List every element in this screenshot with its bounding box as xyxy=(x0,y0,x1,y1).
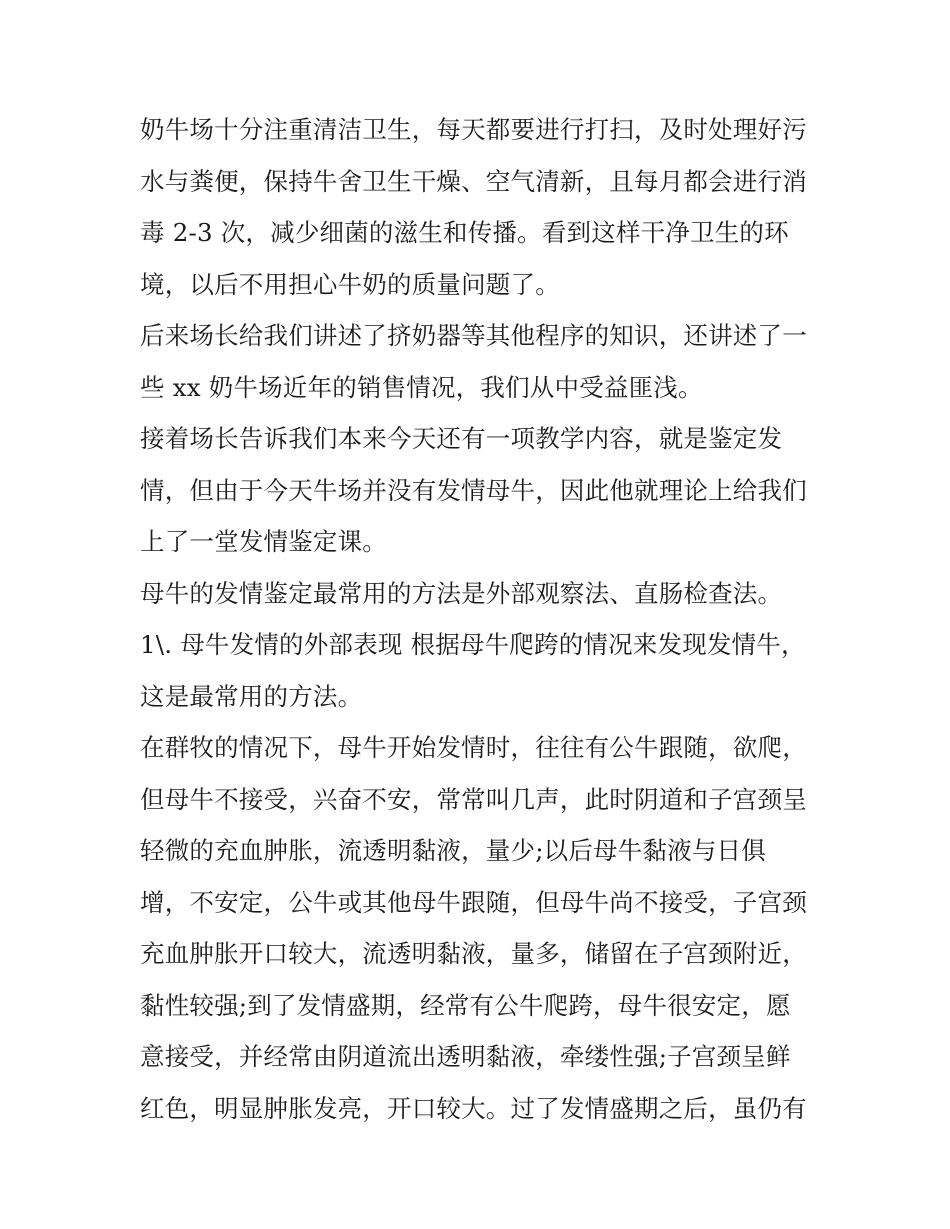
text-line: 红色，明显肿胀发亮，开口较大。过了发情盛期之后，虽仍有 xyxy=(140,1093,807,1123)
text-line: 后来场长给我们讲述了挤奶器等其他程序的知识，还讲述了一 xyxy=(140,321,807,350)
text-line: 情，但由于今天牛场并没有发情母牛，因此他就理论上给我们 xyxy=(140,475,807,505)
text-line: 轻微的充血肿胀，流透明黏液，量少;以后母牛黏液与日俱 xyxy=(140,836,766,865)
text-line: 这是最常用的方法。 xyxy=(140,681,363,711)
text-line: 些 xx 奶牛场近年的销售情况，我们从中受益匪浅。 xyxy=(140,372,703,402)
text-line: 上了一堂发情鉴定课。 xyxy=(140,527,387,556)
text-line: 水与粪便，保持牛舍卫生干燥、空气清新，且每月都会进行消 xyxy=(140,166,807,196)
text-line: 接着场长告诉我们本来今天还有一项教学内容，就是鉴定发 xyxy=(140,424,783,453)
text-line: 毒 2-3 次，减少细菌的滋生和传播。看到这样干净卫生的环 xyxy=(140,218,789,247)
document-body xyxy=(140,104,820,1134)
text-line: 母牛的发情鉴定最常用的方法是外部观察法、直肠检查法。 xyxy=(140,578,783,608)
text-line: 充血肿胀开口较大，流透明黏液，量多，储留在子宫颈附近， xyxy=(140,939,807,968)
text-line: 境，以后不用担心牛奶的质量问题了。 xyxy=(140,269,560,299)
text-line: 黏性较强;到了发情盛期，经常有公牛爬跨，母牛很安定，愿 xyxy=(140,990,791,1020)
text-line: 增，不安定，公牛或其他母牛跟随，但母牛尚不接受，子宫颈 xyxy=(140,887,807,917)
text-line: 意接受，并经常由阴道流出透明黏液，牵缕性强;子宫颈呈鲜 xyxy=(140,1042,791,1071)
text-line: 但母牛不接受，兴奋不安，常常叫几声，此时阴道和子宫颈呈 xyxy=(140,784,807,814)
text-line: 在群牧的情况下，母牛开始发情时，往往有公牛跟随，欲爬， xyxy=(140,733,807,762)
text-line: 1\. 母牛发情的外部表现 根据母牛爬跨的情况来发现发情牛， xyxy=(140,630,806,659)
text-line: 奶牛场十分注重清洁卫生，每天都要进行打扫，及时处理好污 xyxy=(140,115,807,144)
